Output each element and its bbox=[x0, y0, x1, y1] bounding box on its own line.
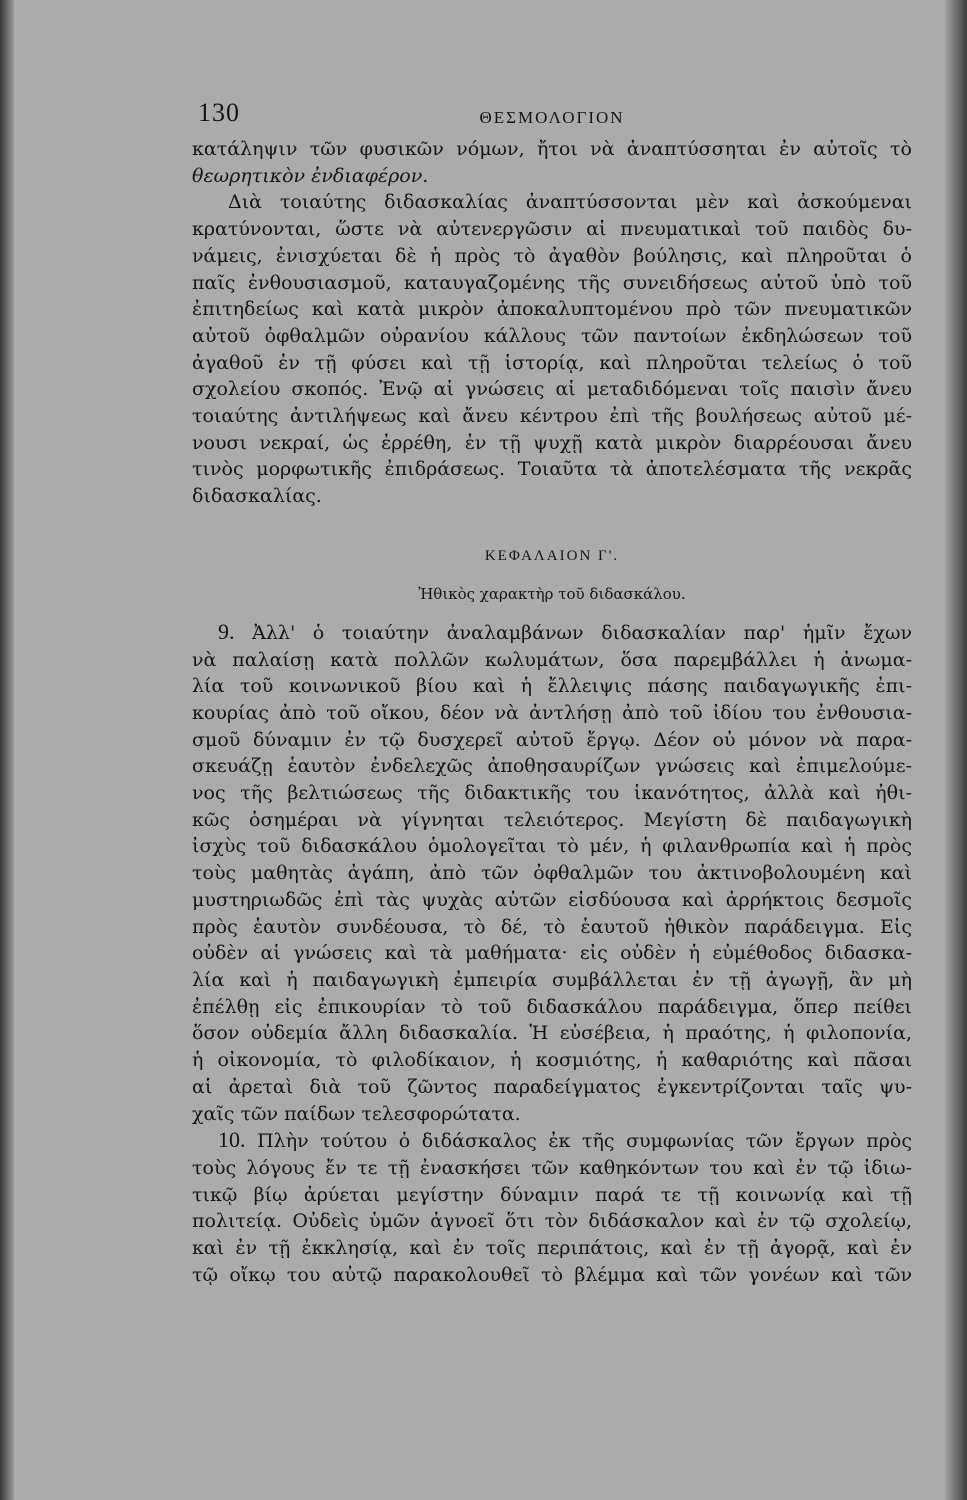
paragraph-number: 10. bbox=[218, 1127, 246, 1153]
text-line: αὐτοῦ ὀφθαλμῶν οὐρανίου κάλλους τῶν παντοίων ἐκδηλώσεων τοῦ bbox=[192, 324, 912, 347]
page-header bbox=[192, 96, 912, 136]
scan-edge-left bbox=[0, 0, 14, 1500]
text-line: τινὸς μορφωτικῆς ἐπιδράσεως. Τοιαῦτα τὰ ἀποτελέσματα τῆς νεκρᾶς bbox=[192, 458, 912, 481]
paragraph-number: 9. bbox=[218, 618, 235, 644]
text-line: οὐδὲν αἱ γνώσεις καὶ τὰ μαθήματα· εἰς οὐδὲν ἡ εὐμέθοδος διδασκα- bbox=[192, 942, 912, 965]
text-line: αἱ ἀρεταὶ διὰ τοῦ ζῶντος παραδείγματος ἐγκεντρίζονται ταῖς ψυ- bbox=[192, 1075, 912, 1098]
text-line: κρατύνονται, ὥστε νὰ αὐτενεργῶσιν αἱ πνευματικαὶ τοῦ παιδὸς δυ- bbox=[192, 218, 912, 241]
text-line: Διὰ τοιαύτης διδασκαλίας ἀναπτύσσονται μὲν καὶ ἀσκούμεναι bbox=[228, 191, 912, 214]
text-line: ἰσχὺς τοῦ διδασκάλου ὁμολογεῖται τὸ μέν, ἡ φιλανθρωπία καὶ ἡ πρὸς bbox=[192, 835, 912, 858]
text-line: πολιτείᾳ. Οὐδεὶς ὑμῶν ἀγνοεῖ ὅτι τὸν διδάσκαλον καὶ ἐν τῷ σχολείῳ, bbox=[192, 1210, 912, 1233]
text-line: πρὸς ἑαυτὸν συνδέουσα, τὸ δέ, τὸ ἑαυτοῦ ἠθικὸν παράδειγμα. Εἰς bbox=[192, 915, 912, 938]
chapter-subtitle: Ἠθικὸς χαρακτὴρ τοῦ διδασκάλου. bbox=[418, 584, 686, 603]
text-line: νάμεις, ἐνισχύεται δὲ ἡ πρὸς τὸ ἀγαθὸν βούλησις, καὶ πληροῦται ὁ bbox=[192, 244, 912, 267]
text-line: ἀγαθοῦ ἐν τῇ φύσει καὶ τῇ ἱστορίᾳ, καὶ πληροῦται τελείως ὁ τοῦ bbox=[192, 351, 912, 374]
text-line: σμοῦ δύναμιν ἐν τῷ δυσχερεῖ αὐτοῦ ἔργῳ. Δέον οὐ μόνον νὰ παρα- bbox=[192, 728, 912, 751]
text-line: παῖς ἐνθουσιασμοῦ, καταυγαζομένης τῆς συνειδήσεως αὐτοῦ ὑπὸ τοῦ bbox=[192, 271, 912, 294]
text-line: ὅσον οὐδεμία ἄλλη διδασκαλία. Ἡ εὐσέβεια, ἡ πραότης, ἡ φιλοπονία, bbox=[192, 1022, 912, 1045]
text-line-content: Πλὴν τούτου ὁ διδάσκαλος ἐκ τῆς συμφωνίας τῶν ἔργων πρὸς bbox=[257, 1130, 912, 1153]
text-line: τοιαύτης ἀντιλήψεως καὶ ἄνευ κέντρου ἐπὶ τῆς βουλήσεως αὐτοῦ μέ- bbox=[192, 405, 912, 428]
text-line: καὶ ἐν τῇ ἐκκλησίᾳ, καὶ ἐν τοῖς περιπάτοις, καὶ ἐν τῇ ἀγορᾷ, καὶ ἐν bbox=[192, 1237, 912, 1260]
text-line: νὰ παλαίσῃ κατὰ πολλῶν κωλυμάτων, ὅσα παρεμβάλλει ἡ ἀνωμα- bbox=[192, 648, 912, 671]
text-line: ἐπιτηδείως καὶ κατὰ μικρὸν ἀποκαλυπτομένου πρὸ τῶν πνευματικῶν bbox=[192, 298, 912, 321]
text-line bbox=[192, 1127, 912, 1155]
text-line: μυστηριωδῶς ἐπὶ τὰς ψυχὰς αὐτῶν εἰσδύουσα καὶ ἀρρήκτοις δεσμοῖς bbox=[192, 888, 912, 911]
paragraph-9 bbox=[192, 619, 912, 1127]
text-line: ἡ οἰκονομία, τὸ φιλοδίκαιον, ἡ κοσμιότης, ἡ καθαριότης καὶ πᾶσαι bbox=[192, 1049, 912, 1072]
page-number: 130 bbox=[198, 98, 240, 127]
text-line: ἐπέλθῃ εἰς ἐπικουρίαν τὸ τοῦ διδασκάλου παράδειγμα, ὅπερ πείθει bbox=[192, 995, 912, 1018]
text-line: θεωρητικὸν ἐνδιαφέρον. bbox=[192, 164, 429, 187]
text-line: τοὺς μαθητὰς ἀγάπη, ἀπὸ τῶν ὀφθαλμῶν του ἀκτινοβολουμένη καὶ bbox=[192, 862, 912, 885]
text-line: νουσι νεκραί, ὡς ἐρρέθη, ἐν τῇ ψυχῇ κατὰ μικρὸν διαρρέουσαι ἄνευ bbox=[192, 431, 912, 454]
text-line: λία τοῦ κοινωνικοῦ βίου καὶ ἡ ἔλλειψις πάσης παιδαγωγικῆς ἐπι- bbox=[192, 675, 912, 698]
text-line-content: Ἀλλ' ὁ τοιαύτην ἀναλαμβάνων διδασκαλίαν παρ' ἡμῖν ἔχων bbox=[252, 621, 912, 644]
text-line: κουρίας ἀπὸ τοῦ οἴκου, δέον νὰ ἀντλήσῃ ἀπὸ τοῦ ἰδίου του ἐνθουσια- bbox=[192, 701, 912, 724]
text-line: διδασκαλίας. bbox=[192, 485, 322, 508]
text-line bbox=[192, 619, 912, 647]
text-line: λία καὶ ἡ παιδαγωγικὴ ἐμπειρία συμβάλλεται ἐν τῇ ἀγωγῇ, ἂν μὴ bbox=[192, 968, 912, 991]
page bbox=[192, 96, 912, 1288]
running-title: ΘΕΣΜΟΛΟΓΙΟΝ bbox=[479, 108, 625, 127]
paragraph-10 bbox=[192, 1127, 912, 1288]
text-line: σχολείου σκοπός. Ἐνῷ αἱ γνώσεις αἱ μεταδιδόμεναι τοῖς παισὶν ἄνευ bbox=[192, 378, 912, 401]
chapter-heading: ΚΕΦΑΛΑΙΟΝ Γ'. bbox=[484, 547, 620, 564]
scan-edge-right bbox=[945, 0, 967, 1500]
paragraph-block-1 bbox=[192, 136, 912, 510]
text-line: νος τῆς βελτιώσεως τῆς διδακτικῆς του ἱκανότητος, ἀλλὰ καὶ ἠθι- bbox=[192, 782, 912, 805]
text-line: κῶς ὁσημέραι νὰ γίγνηται τελειότερος. Μεγίστη δὲ παιδαγωγικὴ bbox=[192, 808, 912, 831]
text-line: σκευάζῃ ἑαυτὸν ἐνδελεχῶς ἀποθησαυρίζων γνώσεις καὶ ἐπιμελούμε- bbox=[192, 755, 912, 778]
text-line: κατάληψιν τῶν φυσικῶν νόμων, ἤτοι νὰ ἀναπτύσσηται ἐν αὐτοῖς τὸ bbox=[192, 138, 912, 160]
text-line: τοὺς λόγους ἔν τε τῇ ἐνασκήσει τῶν καθηκόντων του καὶ ἐν τῷ ἰδιω- bbox=[192, 1156, 912, 1179]
text-line: τικῷ βίῳ ἀρύεται μεγίστην δύναμιν παρά τε τῇ κοινωνίᾳ καὶ τῇ bbox=[192, 1183, 912, 1206]
text-line: χαῖς τῶν παίδων τελεσφορώτατα. bbox=[192, 1102, 521, 1125]
text-line: τῷ οἴκῳ του αὐτῷ παρακολουθεῖ τὸ βλέμμα καὶ τῶν γονέων καὶ τῶν bbox=[192, 1263, 912, 1286]
